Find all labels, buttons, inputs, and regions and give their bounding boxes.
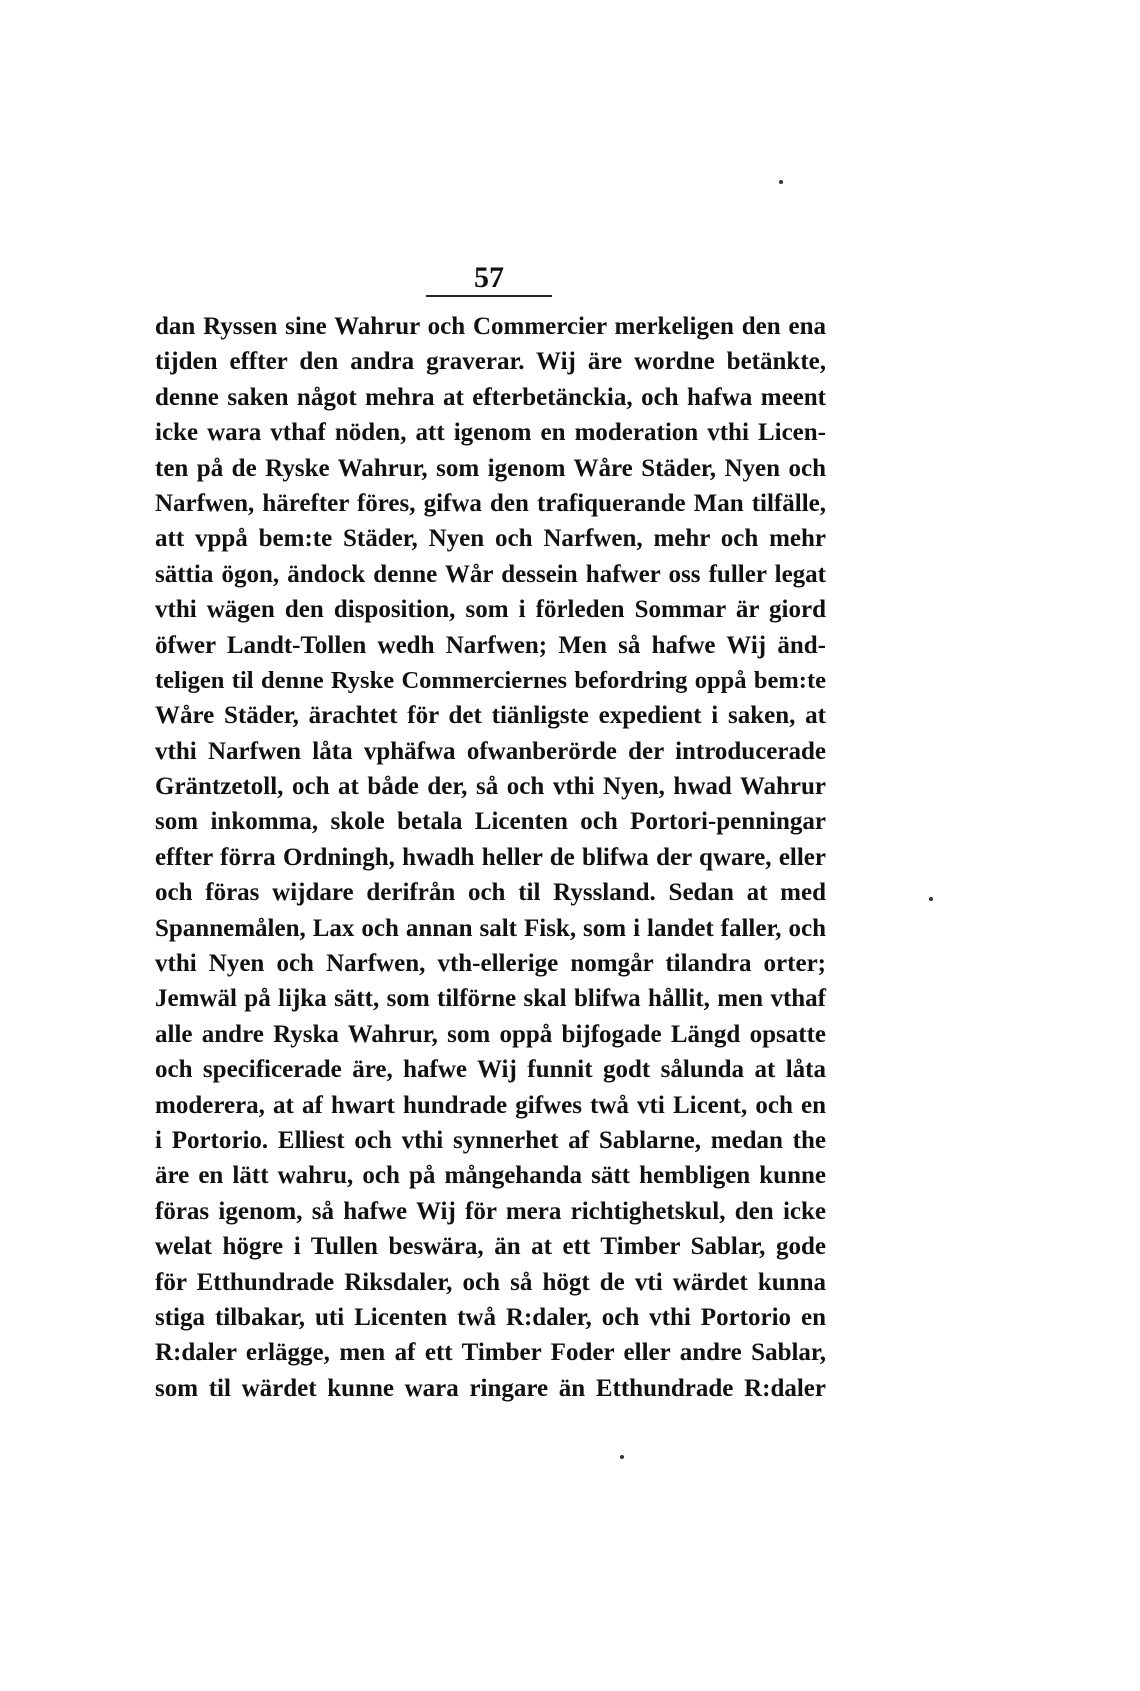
text-line: Wåre Städer, ärachtet för det tiänligste expedient i saken, at	[155, 702, 826, 730]
text-line: R:daler erlägge, men af ett Timber Foder eller andre Sablar,	[155, 1339, 826, 1367]
print-speck	[779, 180, 783, 184]
text-line: dan Ryssen sine Wahrur och Commercier merkeligen den ena	[155, 313, 826, 340]
text-line: teligen til denne Ryske Commerciernes befordring oppå bem:te	[155, 666, 826, 694]
text-line: vthi Nyen och Narfwen, vth-ellerige nomgår tilandra orter;	[155, 950, 826, 978]
text-line: att vppå bem:te Städer, Nyen och Narfwen, mehr och mehr	[155, 525, 826, 553]
text-line: effter förra Ordningh, hwadh heller de blifwa der qware, eller	[155, 843, 826, 871]
print-speck	[620, 1455, 624, 1459]
text-line: som til wärdet kunne wara ringare än Etthundrade R:daler	[155, 1374, 826, 1402]
text-line: tijden effter den andra graverar. Wij äre wordne betänkte,	[155, 348, 826, 376]
text-line: och föras wijdare derifrån och til Ryssland. Sedan at med	[155, 879, 826, 907]
text-line: alle andre Ryska Wahrur, som oppå bijfogade Längd opsatte	[155, 1020, 826, 1048]
text-line: Narfwen, härefter föres, gifwa den trafiquerande Man tilfälle,	[155, 489, 826, 517]
body-text	[155, 309, 826, 1406]
text-line: stiga tilbakar, uti Licenten twå R:daler, och vthi Portorio en	[155, 1303, 826, 1331]
text-line: icke wara vthaf nöden, att igenom en moderation vthi Licen-	[155, 419, 826, 447]
text-line: som inkomma, skole betala Licenten och Portori-penningar	[155, 808, 826, 836]
header-rule	[426, 295, 552, 297]
text-line: föras igenom, så hafwe Wij för mera richtighetskul, den icke	[155, 1197, 826, 1225]
text-line: öfwer Landt-Tollen wedh Narfwen; Men så hafwe Wij änd-	[155, 631, 826, 659]
text-line: ten på de Ryske Wahrur, som igenom Wåre Städer, Nyen och	[155, 454, 826, 482]
text-line: moderera, at af hwart hundrade gifwes twå vti Licent, och en	[155, 1091, 826, 1119]
text-line: sättia ögon, ändock denne Wår dessein hafwer oss fuller legat	[155, 560, 826, 588]
text-line: för Etthundrade Riksdaler, och så högt de vti wärdet kunna	[155, 1268, 826, 1296]
text-line: denne saken något mehra at efterbetänckia, och hafwa meent	[155, 383, 826, 411]
text-line: i Portorio. Elliest och vthi synnerhet af Sablarne, medan the	[155, 1126, 826, 1154]
text-line: vthi wägen den disposition, som i förleden Sommar är giord	[155, 596, 826, 624]
text-line: Gräntzetoll, och at både der, så och vthi Nyen, hwad Wahrur	[155, 773, 826, 801]
print-speck	[929, 897, 933, 901]
text-line: vthi Narfwen låta vphäfwa ofwanberörde der introducerade	[155, 737, 826, 765]
page-number: 57	[474, 261, 504, 294]
text-line: äre en lätt wahru, och på mångehanda sätt hembligen kunne	[155, 1162, 826, 1190]
text-line: Jemwäl på lijka sätt, som tilförne skal blifwa hållit, men vthaf	[155, 985, 826, 1013]
text-line: Spannemålen, Lax och annan salt Fisk, som i landet faller, och	[155, 914, 826, 942]
text-line: och specificerade äre, hafwe Wij funnit godt sålunda at låta	[155, 1056, 826, 1084]
text-line: welat högre i Tullen beswära, än at ett Timber Sablar, gode	[155, 1233, 826, 1261]
